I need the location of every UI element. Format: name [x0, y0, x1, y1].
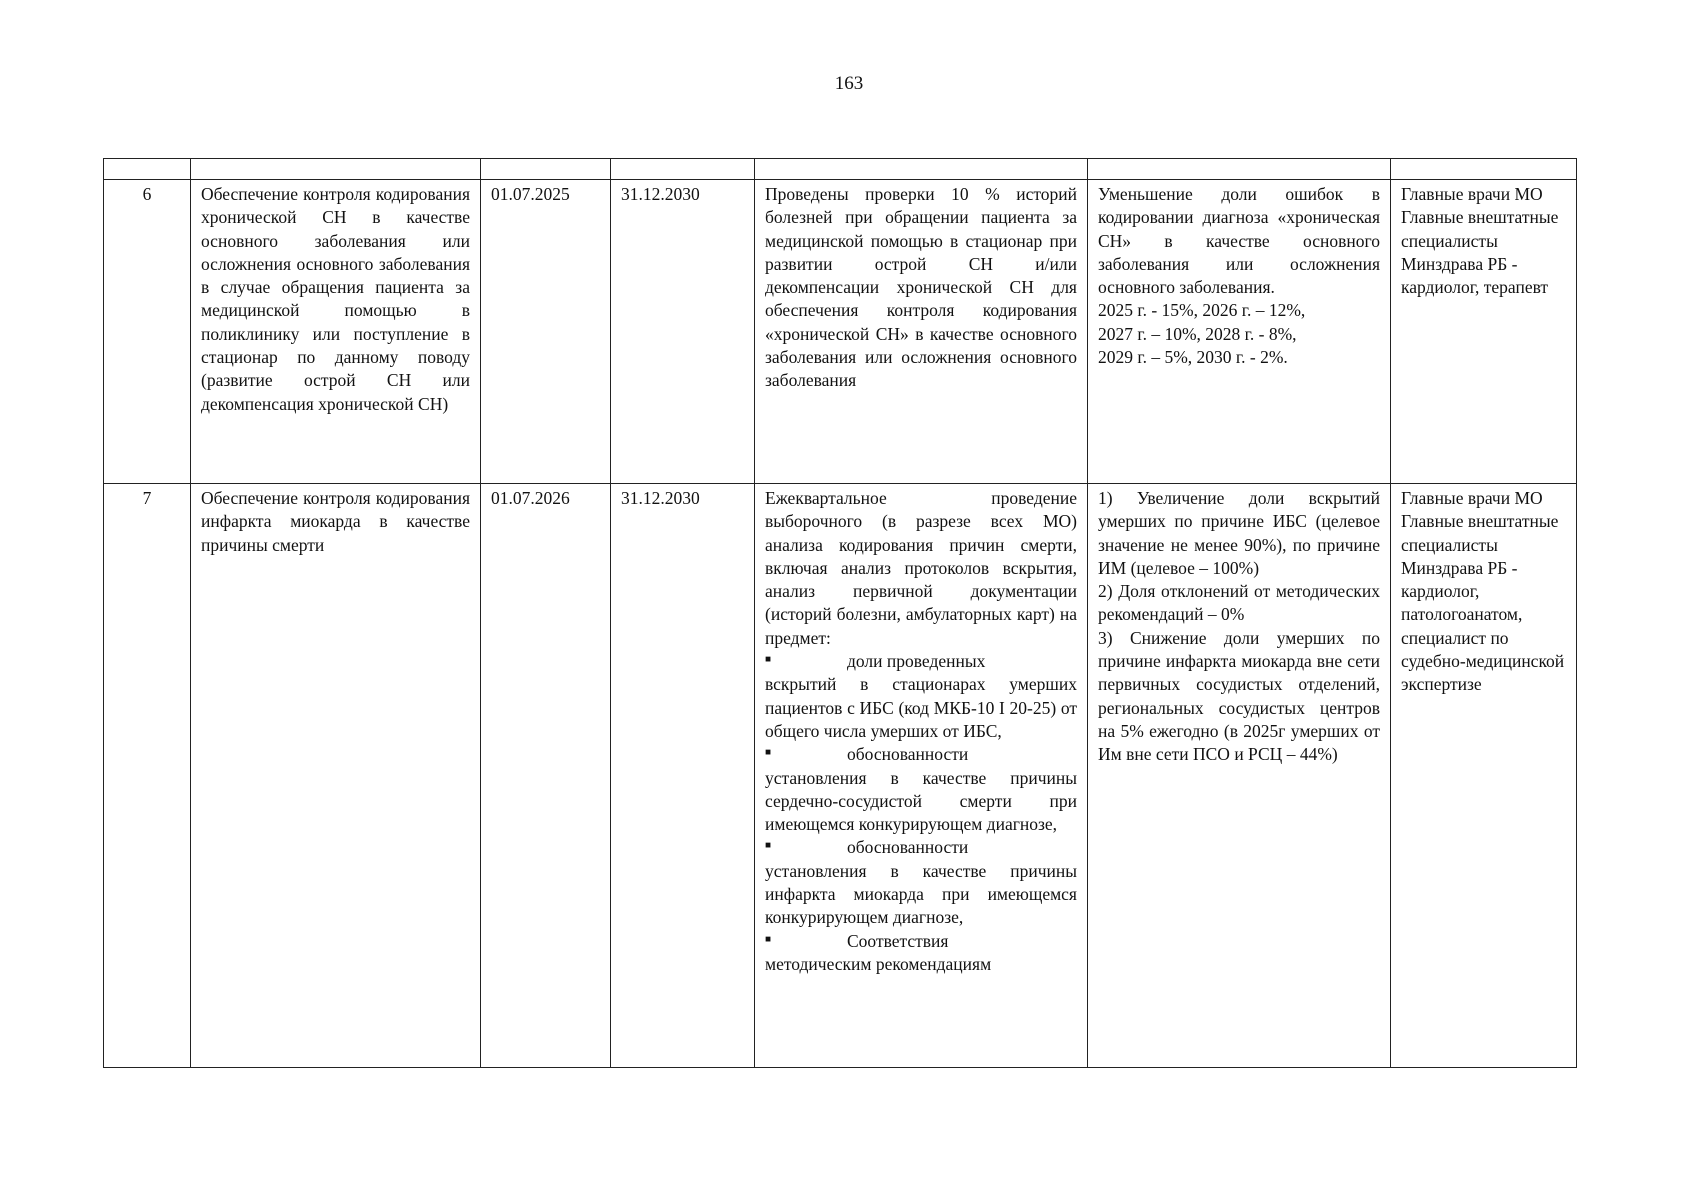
bullet-square-icon: ■	[765, 654, 772, 666]
table-row	[104, 180, 1577, 484]
end-date: 31.12.2030	[611, 484, 755, 1068]
bullet-item	[765, 930, 1077, 977]
header-cell	[1088, 159, 1391, 180]
result-line: 2025 г. - 15%, 2026 г. – 12%,	[1098, 300, 1306, 321]
header-cell	[191, 159, 481, 180]
bullet-first: обоснованности	[847, 744, 969, 765]
header-cell	[611, 159, 755, 180]
result-line: 3) Снижение доли умерших по причине инфаркта миокарда вне сети первичных сосудистых отделений, региональных сосудистых центров на 5% ежегодно (в 2025г умерших от Им вне сети ПСО и РСЦ – 44%)	[1098, 627, 1380, 765]
bullet-square-icon: ■	[765, 840, 772, 852]
action-description	[755, 484, 1088, 1068]
bullet-item	[765, 650, 1077, 743]
bullet-rest: установления в качестве причины инфаркта миокарда при имеющемся конкурирующем диагнозе,	[765, 860, 1077, 928]
page-number: 163	[834, 73, 864, 94]
result-line: 1) Увеличение доли вскрытий умерших по причине ИБС (целевое значение не менее 90%), по причине ИМ (целевое – 100%)	[1098, 488, 1380, 578]
bullet-first: обоснованности	[847, 837, 969, 858]
result-line: 2027 г. – 10%, 2028 г. - 8%,	[1098, 323, 1297, 344]
responsible-line: Главные внештатные специалисты Минздрава РБ - кардиолог, патологоанатом, специалист по судебно-медицинской экспертизе	[1401, 511, 1565, 695]
responsible	[1391, 180, 1577, 484]
bullet-square-icon: ■	[765, 933, 772, 945]
responsible-line: Главные внештатные специалисты Минздрава РБ - кардиолог, терапевт	[1401, 207, 1559, 298]
expected-result	[1088, 484, 1391, 1068]
table-row	[104, 484, 1577, 1068]
bullet-rest: установления в качестве причины сердечно-сосудистой смерти при имеющемся конкурирующем диагнозе,	[765, 767, 1077, 835]
result-line: 2) Доля отклонений от методических рекомендаций – 0%	[1098, 581, 1380, 625]
bullet-first: Соответствия	[847, 930, 949, 951]
result-line: 2029 г. – 5%, 2030 г. - 2%.	[1098, 347, 1288, 368]
bullet-item	[765, 836, 1077, 929]
end-date: 31.12.2030	[611, 180, 755, 484]
bullet-rest: вскрытий в стационарах умерших пациентов с ИБС (код МКБ-10 I 20-25) от общего числа умерших от ИБС,	[765, 674, 1077, 741]
responsible-line: Главные врачи МО	[1401, 488, 1543, 508]
measures-table	[103, 158, 1577, 1068]
measure-title: Обеспечение контроля кодирования инфаркта миокарда в качестве причины смерти	[191, 484, 481, 1068]
action-intro: Ежеквартальное проведение выборочного (в разрезе всех МО) анализа кодирования причин смерти, включая анализ протоколов вскрытия, анализ первичной документации (историй болезни, амбулаторных карт) на предмет:	[765, 488, 1077, 648]
bullet-rest: методическим рекомендациям	[765, 953, 992, 974]
header-cell	[481, 159, 611, 180]
start-date: 01.07.2025	[481, 180, 611, 484]
responsible	[1391, 484, 1577, 1068]
row-number: 6	[104, 180, 191, 484]
start-date: 01.07.2026	[481, 484, 611, 1068]
action-description: Проведены проверки 10 % историй болезней при обращении пациента за медицинской помощью в стационар при развитии острой СН и/или декомпенсации хронической СН для обеспечения контроля кодирования «хронической СН» в качестве основного заболевания или осложнения основного заболевания	[755, 180, 1088, 484]
header-cell	[104, 159, 191, 180]
bullet-first: доли проведенных	[847, 651, 986, 672]
header-cell	[755, 159, 1088, 180]
bullet-square-icon: ■	[765, 747, 772, 759]
header-cell	[1391, 159, 1577, 180]
measure-title: Обеспечение контроля кодирования хронической СН в качестве основного заболевания или осложнения основного заболевания в случае обращения пациента за медицинской помощью в поликлинику или поступление в стационар по данному поводу (развитие острой СН или декомпенсация хронической СН)	[191, 180, 481, 484]
row-number: 7	[104, 484, 191, 1068]
result-line: Уменьшение доли ошибок в кодировании диагноза «хроническая СН» в качестве основного заболевания или осложнения основного заболевания.	[1098, 184, 1380, 298]
expected-result	[1088, 180, 1391, 484]
responsible-line: Главные врачи МО	[1401, 184, 1543, 204]
table-header-row	[104, 159, 1577, 180]
bullet-item	[765, 743, 1077, 836]
